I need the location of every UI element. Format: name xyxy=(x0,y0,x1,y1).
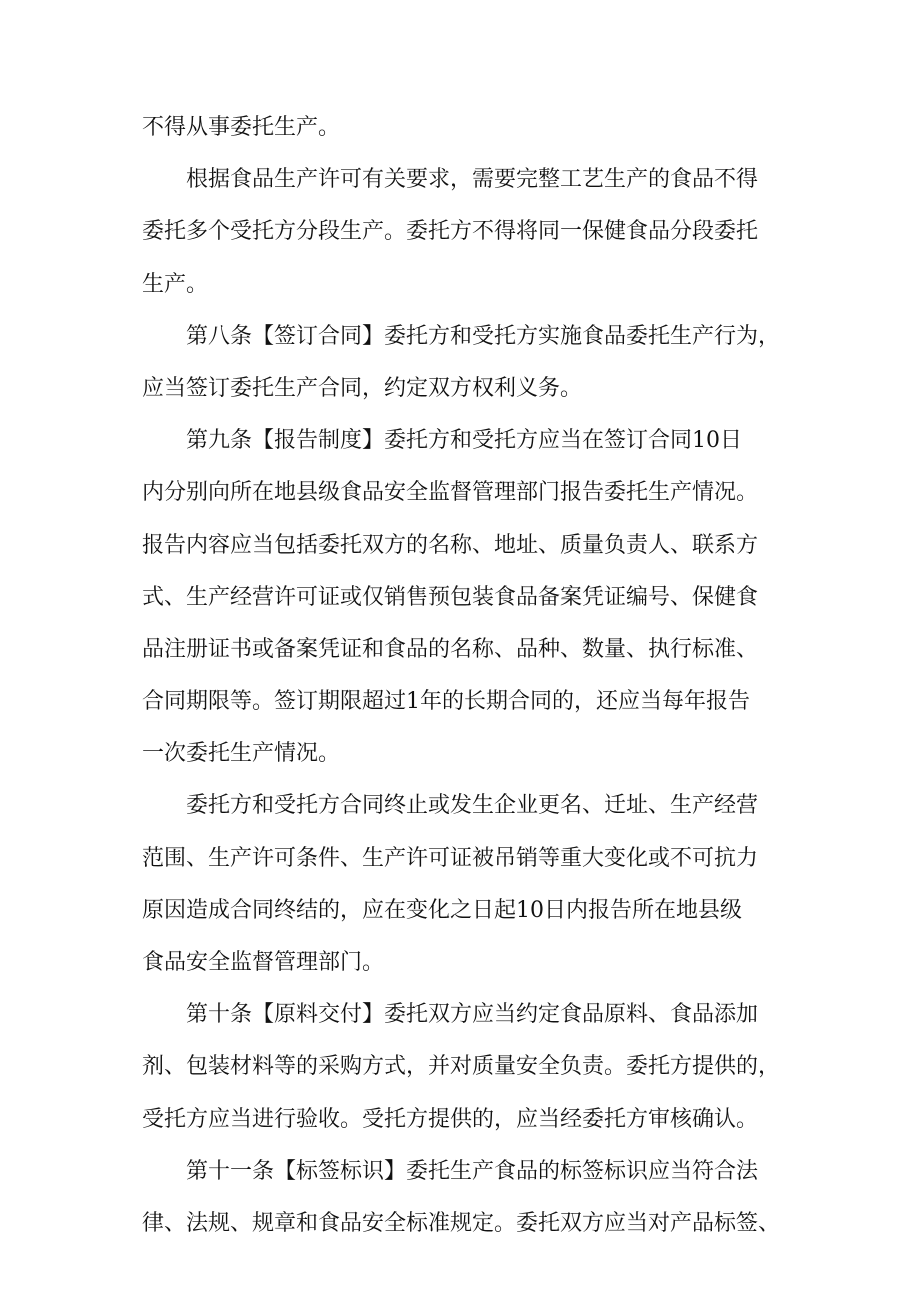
text-line: 第八条【签订合同】委托方和受托方实施食品委托生产行为， xyxy=(142,323,781,349)
document-body xyxy=(142,102,792,1250)
text-line: 根据食品生产许可有关要求，需要完整工艺生产的食品不得 xyxy=(142,167,759,193)
text-line: 第十条【原料交付】委托双方应当约定食品原料、食品添加 xyxy=(142,1002,759,1028)
text-line: 一次委托生产情况。 xyxy=(142,741,341,767)
text-line: 生产。 xyxy=(142,271,209,297)
text-line: 不得从事委托生产。 xyxy=(142,115,341,140)
text-line: 范围、生产许可条件、生产许可证被吊销等重大变化或不可抗力 xyxy=(142,845,759,871)
text-line: 食品安全监督管理部门。 xyxy=(142,950,385,975)
text-line: 受托方应当进行验收。受托方提供的，应当经委托方审核确认。 xyxy=(142,1106,759,1132)
text-line: 剂、包装材料等的采购方式，并对质量安全负责。委托方提供的， xyxy=(142,1054,781,1080)
text-line: 第九条【报告制度】委托方和受托方应当在签订合同10日 xyxy=(142,428,742,454)
text-line: 委托方和受托方合同终止或发生企业更名、迁址、生产经营 xyxy=(142,793,759,819)
text-line: 报告内容应当包括委托双方的名称、地址、质量负责人、联系方 xyxy=(142,532,759,558)
text-line: 合同期限等。签订期限超过1年的长期合同的，还应当每年报告 xyxy=(142,689,750,715)
text-line: 品注册证书或备案凭证和食品的名称、品种、数量、执行标准、 xyxy=(142,636,759,662)
text-line: 原因造成合同终结的，应在变化之日起10日内报告所在地县级 xyxy=(142,897,742,923)
text-line: 应当签订委托生产合同，约定双方权利义务。 xyxy=(142,375,583,401)
text-line: 第十一条【标签标识】委托生产食品的标签标识应当符合法 xyxy=(142,1158,759,1184)
text-line: 式、生产经营许可证或仅销售预包装食品备案凭证编号、保健食 xyxy=(142,584,759,610)
text-line: 内分别向所在地县级食品安全监督管理部门报告委托生产情况。 xyxy=(142,480,759,506)
text-line: 委托多个受托方分段生产。委托方不得将同一保健食品分段委托 xyxy=(142,219,759,245)
text-line: 律、法规、规章和食品安全标准规定。委托双方应当对产品标签、 xyxy=(142,1210,781,1236)
